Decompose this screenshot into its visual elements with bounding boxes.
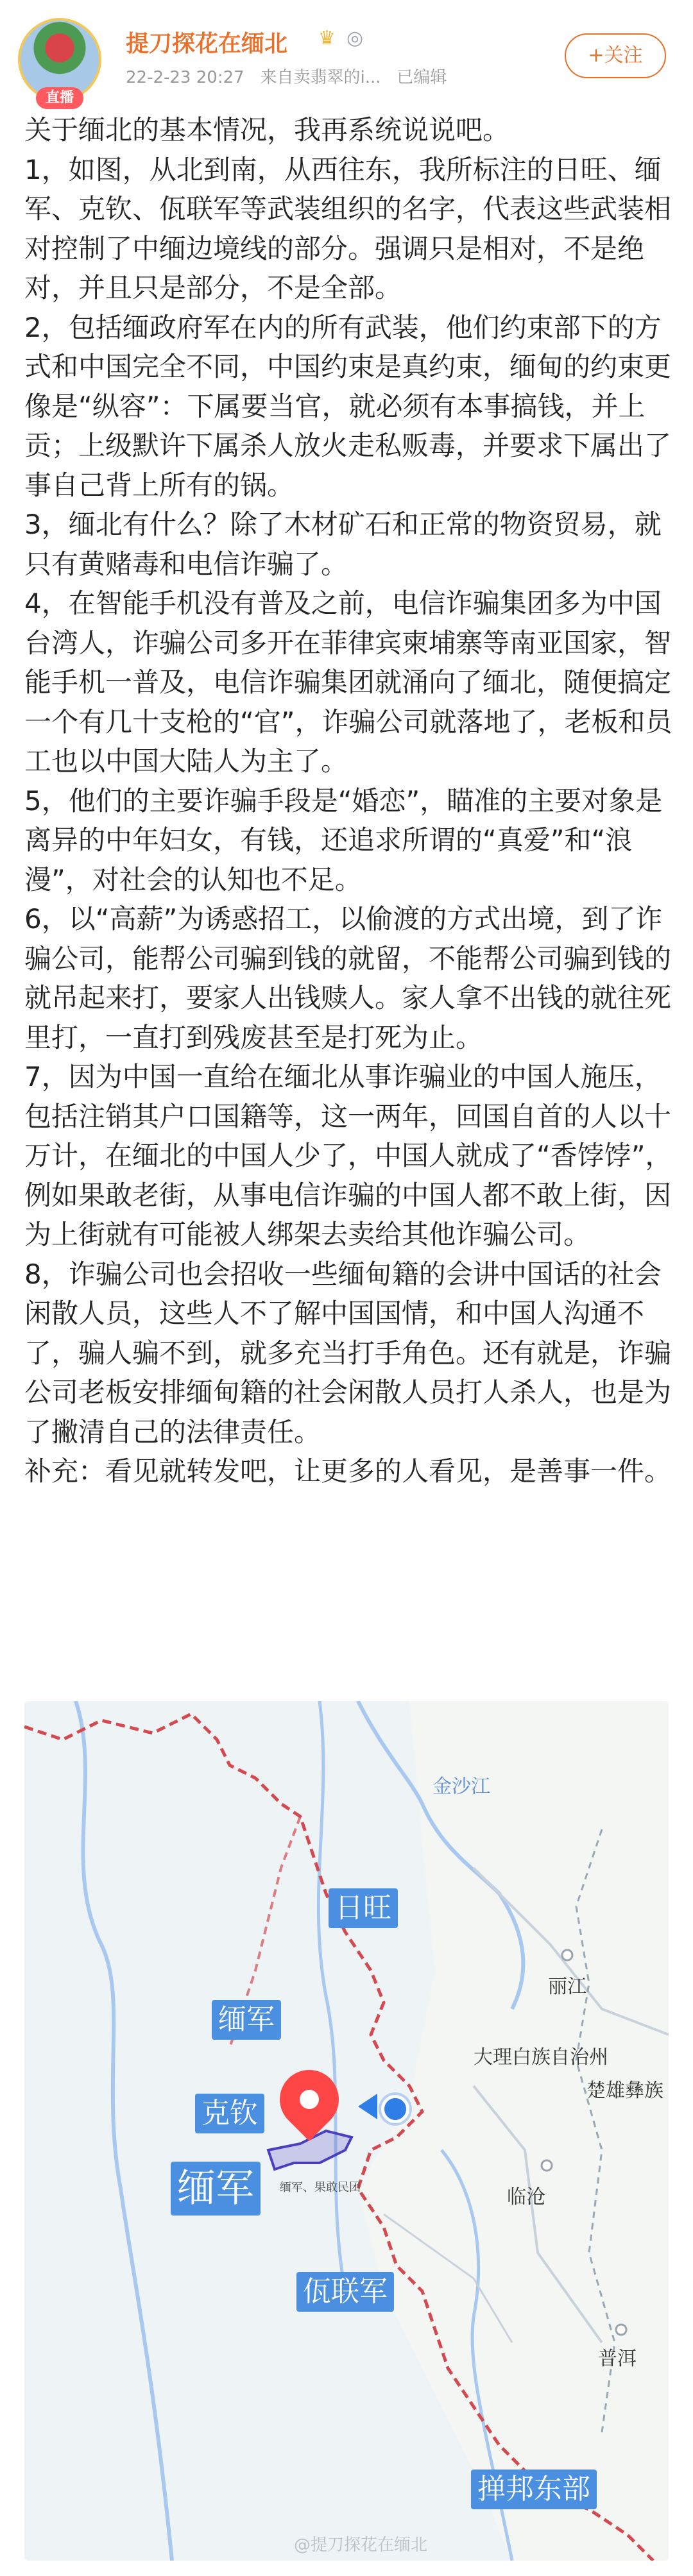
post-paragraph: 6，以“高薪”为诱惑招工，以偷渡的方式出境，到了诈骗公司，能帮公司骗到钱的就留，不能帮公司骗到钱的就吊起来打，要家人出钱赎人。家人拿不出钱的就往死里打，一直打到残废甚至是打死为止。: [24, 903, 672, 1053]
map-label-lincang: 临沧: [507, 2186, 545, 2208]
post-paragraph: 7，因为中国一直给在缅北从事诈骗业的中国人施压，包括注销其户口国籍等，这一两年，回国自首的人以十万计，在缅北的中国人少了，中国人就成了“香饽饽”，例如果敢老街，从事电信诈骗的中国人都不敢上街，因为上街就有可能被人绑架去卖给其他诈骗公司。: [24, 1061, 672, 1250]
post-paragraph: 8，诈骗公司也会招收一些缅甸籍的会讲中国话的社会闲散人员，这些人不了解中国国情，和中国人沟通不了，骗人骗不到，就多充当打手角色。还有就是，诈骗公司老板安排缅甸籍的社会闲散人员打人杀人，也是为了撇清自己的法律责任。: [24, 1258, 672, 1448]
medal-icon: ◎: [346, 27, 364, 49]
map-annotation-miaojun-main: 缅军: [171, 2162, 261, 2216]
post-paragraph: 关于缅北的基本情况，我再系统说说吧。: [24, 114, 510, 146]
current-location-icon: [381, 2095, 409, 2123]
map-annotation-riwang: 日旺: [329, 1888, 398, 1928]
post-body: [24, 110, 672, 1491]
follow-button[interactable]: +关注: [565, 33, 666, 78]
timestamp: 22-2-23 20:27: [126, 68, 244, 87]
post-paragraph: 2，包括缅政府军在内的所有武装，他们约束部下的方式和中国完全不同，中国约束是真约束，缅甸的约束更像是“纵容”：下属要当官，就必须有本事搞钱，并上贡；上级默许下属杀人放火走私贩毒，并要求下属出了事自己背上所有的锅。: [24, 311, 672, 501]
live-badge[interactable]: 直播: [36, 87, 83, 109]
map-annotation-wa: 佤联军: [296, 2272, 394, 2312]
username[interactable]: 提刀探花在缅北: [126, 31, 288, 57]
post-paragraph: 5，他们的主要诈骗手段是“婚恋”，瞄准的主要对象是离异的中年妇女，有钱，还追求所谓的“真爱”和“浪漫”，对社会的认知也不足。: [24, 784, 663, 895]
map-annotation-shan-east: 掸邦东部: [471, 2470, 597, 2509]
post-header: [0, 0, 693, 106]
avatar-container[interactable]: [18, 18, 108, 108]
post-meta: [126, 64, 447, 88]
map-annotation-miaojun: 缅军: [212, 2000, 281, 2040]
post-paragraph: 3，缅北有什么？除了木材矿石和正常的物资贸易，就只有黄赌毒和电信诈骗了。: [24, 509, 662, 580]
map-annotation-kechin: 克钦: [195, 2094, 264, 2133]
map-image[interactable]: [24, 1701, 669, 2561]
post-paragraph: 补充：看见就转发吧，让更多的人看见，是善事一件。: [24, 1455, 672, 1487]
map-label-kokang: 缅军、果敢民团: [280, 2181, 361, 2194]
post-source[interactable]: 来自卖翡翠的i...: [260, 68, 381, 87]
map-label-lijiang: 丽江: [548, 1976, 586, 1998]
map-label-puer: 普洱: [598, 2348, 637, 2370]
location-arrow-icon: [358, 2094, 377, 2119]
map-label-dali: 大理白族自治州: [474, 2046, 608, 2069]
post-paragraph: 4，在智能手机没有普及之前，电信诈骗集团多为中国台湾人，诈骗公司多开在菲律宾柬埔寨等南亚国家，智能手机一普及，电信诈骗集团就涌向了缅北，随便搞定一个有几十支枪的“官”，诈骗公司就落地了，老板和员工也以中国大陆人为主了。: [24, 588, 672, 777]
crown-icon: ♛: [318, 27, 336, 49]
map-label-chuxiong: 楚雄彝族: [586, 2080, 663, 2102]
edited-tag[interactable]: 已编辑: [397, 68, 447, 87]
map-pin-center: [300, 2090, 319, 2109]
post-paragraph: 1，如图，从北到南，从西往东，我所标注的日旺、缅军、克钦、佤联军等武装组织的名字，代表这些武装相对控制了中缅边境线的部分。强调只是相对，不是绝对，并且只是部分，不是全部。: [24, 153, 672, 303]
watermark: @提刀探花在缅北: [294, 2536, 428, 2555]
map-label-jinshajiang: 金沙江: [432, 1775, 490, 1798]
map-base: [24, 1701, 669, 2561]
